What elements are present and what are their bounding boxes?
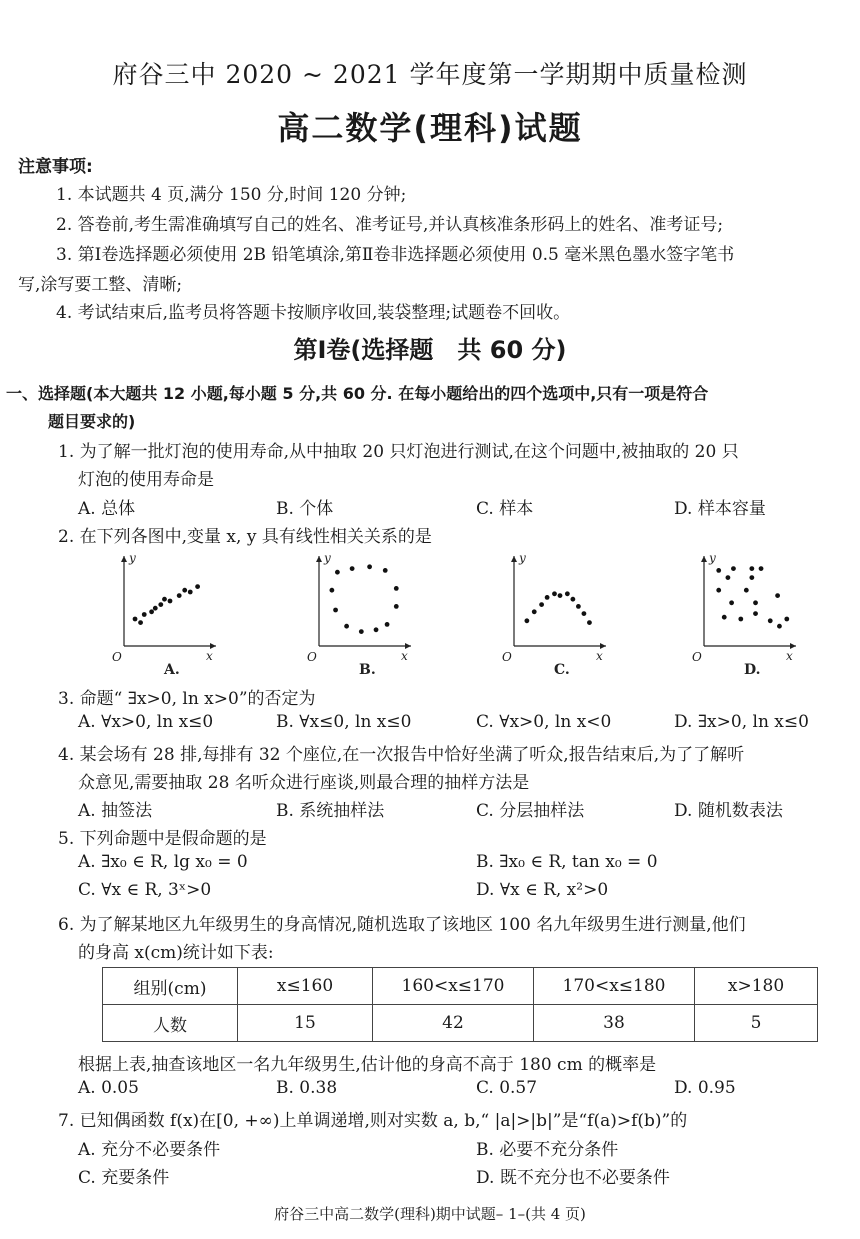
q1-option-c: C. 样本 (476, 499, 534, 519)
axis-label: y (129, 551, 136, 565)
scatter-point (753, 600, 758, 605)
table-cell: x>180 (695, 968, 818, 1005)
scatter-point (195, 584, 200, 589)
scatter-point (777, 624, 782, 629)
scatter-point (582, 611, 587, 616)
table-cell: 15 (238, 1005, 373, 1042)
scatter-point (552, 591, 557, 596)
origin-label: O (307, 650, 317, 664)
q6-option-c: C. 0.57 (476, 1078, 538, 1098)
origin-label: O (112, 650, 122, 664)
axis-label: y (519, 551, 526, 565)
scatter-point (775, 593, 780, 598)
scatter-point (784, 617, 789, 622)
question-7: 7. 已知偶函数 f(x)在[0, +∞)上单调递增,则对实数 a, b,“ |a|>|b|”是“f(a)>f(b)”的 (58, 1111, 688, 1131)
scatter-point (570, 597, 575, 602)
q6-option-b: B. 0.38 (276, 1078, 338, 1098)
q3-option-a: A. ∀x>0, ln x≤0 (78, 712, 214, 732)
q7-option-b: B. 必要不充分条件 (476, 1140, 619, 1160)
note-2: 2. 答卷前,考生需准确填写自己的姓名、准考证号,并认真核准条形码上的姓名、准考证号; (56, 215, 724, 235)
figure-label: A. (164, 662, 180, 678)
scatter-point (532, 609, 537, 614)
scatter-point (716, 568, 721, 573)
scatter-point (722, 615, 727, 620)
part-instructions-cont: 题目要求的) (48, 412, 136, 431)
origin-label: O (502, 650, 512, 664)
question-4: 4. 某会场有 28 排,每排有 32 个座位,在一次报告中恰好坐满了听众,报告结束后,为了了解听 (58, 745, 745, 765)
table-cell: 人数 (103, 1005, 238, 1042)
table-cell: 38 (534, 1005, 695, 1042)
scatter-point (524, 618, 529, 623)
scatter-point (558, 593, 563, 598)
table-cell: 42 (373, 1005, 534, 1042)
figure-label: B. (359, 662, 376, 678)
scatter-point (188, 590, 193, 595)
table-row (103, 1005, 818, 1042)
scatter-point (545, 595, 550, 600)
question-2: 2. 在下列各图中,变量 x, y 具有线性相关关系的是 (58, 527, 432, 547)
scatter-point (344, 624, 349, 629)
q4-option-b: B. 系统抽样法 (276, 801, 385, 821)
scatter-point (749, 575, 754, 580)
scatter-point (359, 629, 364, 634)
q3-option-d: D. ∃x>0, ln x≤0 (674, 712, 809, 732)
question-6: 6. 为了解某地区九年级男生的身高情况,随机选取了该地区 100 名九年级男生进行测量,他们 (58, 915, 746, 935)
exam-title: 高二数学(理科)试题 (277, 109, 583, 147)
scatter-figure-a (110, 544, 220, 679)
part-instructions: 一、选择题(本大题共 12 小题,每小题 5 分,共 60 分. 在每小题给出的四个选项中,只有一项是符合 (6, 384, 709, 403)
question-1-cont: 灯泡的使用寿命是 (78, 470, 214, 490)
origin-label: O (692, 650, 702, 664)
scatter-point (153, 606, 158, 611)
axis-label: y (709, 551, 716, 565)
q5-option-c: C. ∀x ∈ R, 3ˣ>0 (78, 880, 212, 900)
scatter-point (729, 600, 734, 605)
note-1: 1. 本试题共 4 页,满分 150 分,时间 120 分钟; (56, 185, 407, 205)
scatter-point (329, 588, 334, 593)
q4-option-d: D. 随机数表法 (674, 801, 783, 821)
q7-option-a: A. 充分不必要条件 (78, 1140, 221, 1160)
q6-option-d: D. 0.95 (674, 1078, 736, 1098)
q1-option-b: B. 个体 (276, 499, 334, 519)
page-footer: 府谷三中高二数学(理科)期中试题– 1–(共 4 页) (274, 1205, 586, 1223)
q1-option-d: D. 样本容量 (674, 499, 766, 519)
note-3: 3. 第Ⅰ卷选择题必须使用 2B 铅笔填涂,第Ⅱ卷非选择题必须使用 0.5 毫米黑色墨水签字笔书 (56, 245, 735, 265)
scatter-point (383, 568, 388, 573)
scatter-point (759, 566, 764, 571)
axis-label: x (786, 649, 793, 663)
figure-label: D. (744, 662, 761, 678)
table-cell: 160<x≤170 (373, 968, 534, 1005)
notes-heading: 注意事项: (18, 157, 93, 177)
scatter-point (133, 617, 138, 622)
q5-option-b: B. ∃x₀ ∈ R, tan x₀ = 0 (476, 852, 658, 872)
scatter-point (576, 604, 581, 609)
scatter-point (142, 612, 147, 617)
scatter-point (162, 597, 167, 602)
scatter-figure-b (305, 544, 415, 679)
question-6-cont: 的身高 x(cm)统计如下表: (78, 943, 274, 963)
table-cell: 170<x≤180 (534, 968, 695, 1005)
axis-label: x (206, 649, 213, 663)
table-cell: x≤160 (238, 968, 373, 1005)
q4-option-c: C. 分层抽样法 (476, 801, 585, 821)
scatter-point (768, 618, 773, 623)
q6-option-a: A. 0.05 (78, 1078, 139, 1098)
q3-option-c: C. ∀x>0, ln x<0 (476, 712, 612, 732)
section-title: 第Ⅰ卷(选择题 共 60 分) (293, 336, 567, 364)
scatter-point (182, 588, 187, 593)
scatter-point (731, 566, 736, 571)
scatter-point (385, 622, 390, 627)
scatter-point (539, 602, 544, 607)
figure-label: C. (554, 662, 570, 678)
question-4-cont: 众意见,需要抽取 28 名听众进行座谈,则最合理的抽样方法是 (78, 773, 530, 793)
scatter-point (587, 620, 592, 625)
scatter-point (367, 564, 372, 569)
scatter-figure-c (500, 544, 610, 679)
scatter-point (726, 575, 731, 580)
question-5: 5. 下列命题中是假命题的是 (58, 829, 267, 849)
table-cell: 组别(cm) (103, 968, 238, 1005)
q7-option-c: C. 充要条件 (78, 1168, 170, 1188)
exam-header: 府谷三中 2020 ~ 2021 学年度第一学期期中质量检测 (112, 60, 748, 89)
scatter-point (749, 566, 754, 571)
scatter-point (565, 591, 570, 596)
axis-label: x (401, 649, 408, 663)
table-cell: 5 (695, 1005, 818, 1042)
q5-option-d: D. ∀x ∈ R, x²>0 (476, 880, 609, 900)
note-3-cont: 写,涂写要工整、清晰; (18, 275, 183, 295)
scatter-point (738, 617, 743, 622)
q1-option-a: A. 总体 (78, 499, 136, 519)
scatter-point (394, 604, 399, 609)
scatter-point (333, 608, 338, 613)
scatter-point (744, 588, 749, 593)
scatter-point (753, 611, 758, 616)
axis-label: y (324, 551, 331, 565)
scatter-point (350, 566, 355, 571)
scatter-point (138, 620, 143, 625)
table-row (103, 968, 818, 1005)
axis-label: x (596, 649, 603, 663)
scatter-point (716, 588, 721, 593)
q3-option-b: B. ∀x≤0, ln x≤0 (276, 712, 412, 732)
scatter-point (177, 593, 182, 598)
question-3: 3. 命题“ ∃x>0, ln x>0”的否定为 (58, 689, 316, 709)
scatter-point (149, 609, 154, 614)
height-table (102, 967, 818, 1042)
scatter-point (158, 602, 163, 607)
question-6-ask: 根据上表,抽查该地区一名九年级男生,估计他的身高不高于 180 cm 的概率是 (78, 1055, 657, 1075)
q5-option-a: A. ∃x₀ ∈ R, lg x₀ = 0 (78, 852, 248, 872)
q4-option-a: A. 抽签法 (78, 801, 153, 821)
scatter-figure-d (690, 544, 800, 679)
scatter-point (335, 570, 340, 575)
scatter-point (168, 599, 173, 604)
note-4: 4. 考试结束后,监考员将答题卡按顺序收回,装袋整理;试题卷不回收。 (56, 303, 571, 323)
scatter-point (394, 586, 399, 591)
q7-option-d: D. 既不充分也不必要条件 (476, 1168, 670, 1188)
scatter-point (374, 627, 379, 632)
question-1: 1. 为了解一批灯泡的使用寿命,从中抽取 20 只灯泡进行测试,在这个问题中,被抽取的 20 只 (58, 442, 739, 462)
